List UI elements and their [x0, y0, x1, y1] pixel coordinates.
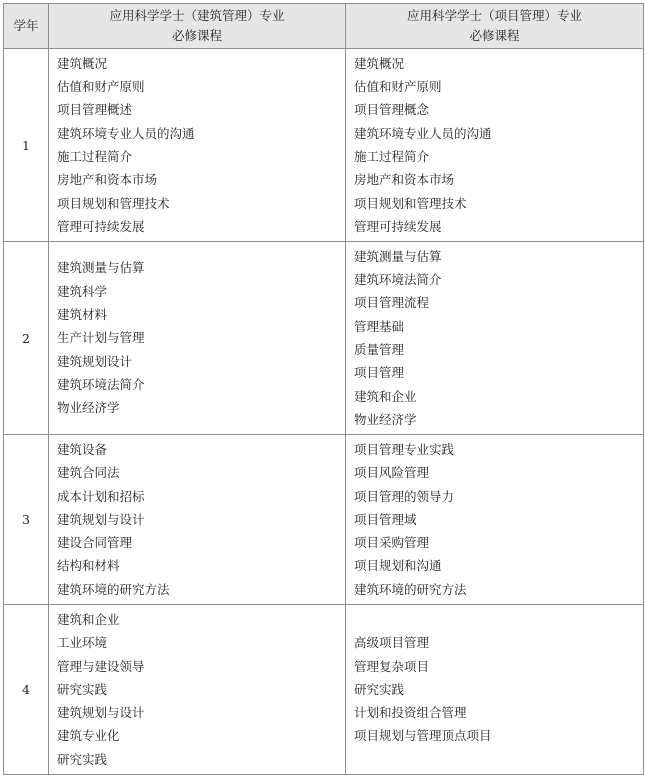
construction-courses-cell [49, 605, 346, 775]
course-item: 建筑设备 [57, 441, 108, 457]
course-item: 项目管理流程 [354, 295, 430, 311]
course-item: 管理可持续发展 [354, 218, 442, 234]
course-item: 项目规划和管理技术 [354, 195, 467, 211]
header-row [4, 4, 644, 49]
course-item: 项目规划和管理技术 [57, 195, 170, 211]
course-item: 研究实践 [354, 681, 405, 697]
course-item: 估值和财产原则 [57, 79, 145, 95]
course-item: 建筑规划设计 [57, 353, 133, 369]
course-item: 项目采购管理 [354, 535, 430, 551]
course-item: 房地产和资本市场 [57, 172, 158, 188]
course-item: 管理基础 [354, 318, 405, 334]
course-item: 建筑环境的研究方法 [57, 581, 170, 597]
year-cell: 2 [4, 242, 49, 435]
construction-courses-cell [49, 49, 346, 242]
year-row [4, 242, 644, 435]
course-item: 质量管理 [354, 342, 405, 357]
table-body [4, 49, 644, 775]
course-item: 建筑规划与设计 [57, 705, 145, 721]
course-item: 项目规划与管理顶点项目 [354, 728, 492, 744]
header-construction-management [49, 4, 346, 49]
course-item: 建筑测量与估算 [354, 248, 442, 264]
course-item: 项目管理概念 [354, 102, 430, 118]
course-item: 研究实践 [57, 751, 108, 767]
course-item: 建筑规划与设计 [57, 511, 145, 527]
course-item: 建筑专业化 [57, 728, 120, 744]
course-item: 管理复杂项目 [354, 658, 430, 674]
course-item: 建筑概况 [354, 55, 405, 71]
course-item: 项目管理 [354, 365, 405, 381]
course-item: 建设合同管理 [57, 535, 133, 551]
course-item: 房地产和资本市场 [354, 172, 455, 188]
course-item: 管理可持续发展 [57, 218, 145, 234]
course-item: 建筑环境的研究方法 [354, 581, 467, 597]
course-item: 项目管理域 [354, 511, 417, 527]
project-courses-cell [346, 49, 644, 242]
course-item: 建筑合同法 [57, 465, 120, 481]
project-courses-cell [346, 435, 644, 605]
year-row [4, 49, 644, 242]
course-item: 建筑环境专业人员的沟通 [57, 125, 195, 141]
course-table [3, 3, 644, 775]
course-item: 建筑和企业 [57, 611, 120, 627]
header-construction-title: 应用科学学士（建筑管理）专业 [109, 8, 285, 23]
course-item: 计划和投资组合管理 [354, 705, 467, 721]
course-item: 建筑和企业 [354, 388, 417, 404]
course-item: 项目管理专业实践 [354, 441, 455, 457]
course-item: 研究实践 [57, 681, 108, 697]
construction-courses-cell [49, 435, 346, 605]
construction-courses-cell [49, 242, 346, 435]
project-courses-cell [346, 605, 644, 775]
course-item: 施工过程简介 [57, 149, 133, 164]
header-project-management [346, 4, 644, 49]
year-cell: 3 [4, 435, 49, 605]
header-year: 学年 [4, 4, 49, 49]
year-row [4, 435, 644, 605]
year-row [4, 605, 644, 775]
course-item: 建筑科学 [57, 283, 108, 299]
header-construction-subtitle: 必修课程 [171, 28, 222, 43]
course-item: 建筑材料 [57, 307, 108, 323]
course-item: 项目规划和沟通 [354, 558, 442, 574]
course-item: 物业经济学 [354, 411, 417, 427]
year-cell: 4 [4, 605, 49, 775]
course-item: 工业环境 [57, 635, 108, 651]
course-item: 物业经济学 [57, 400, 120, 416]
course-item: 高级项目管理 [354, 635, 430, 651]
course-item: 估值和财产原则 [354, 79, 442, 95]
header-project-title: 应用科学学士（项目管理）专业 [406, 8, 582, 23]
project-courses-cell [346, 242, 644, 435]
course-item: 项目管理的领导力 [354, 488, 455, 504]
header-project-subtitle: 必修课程 [469, 28, 520, 43]
course-item: 施工过程简介 [354, 149, 430, 164]
course-item: 建筑环境专业人员的沟通 [354, 125, 492, 141]
course-item: 项目风险管理 [354, 465, 430, 481]
course-item: 管理与建设领导 [57, 658, 145, 674]
course-item: 建筑测量与估算 [57, 260, 145, 276]
course-item: 结构和材料 [57, 558, 120, 574]
course-item: 建筑环境法简介 [354, 272, 442, 288]
course-item: 成本计划和招标 [57, 488, 145, 504]
course-item: 建筑环境法简介 [57, 376, 145, 392]
course-item: 项目管理概述 [57, 102, 133, 118]
year-cell: 1 [4, 49, 49, 242]
course-item: 生产计划与管理 [57, 330, 145, 346]
course-item: 建筑概况 [57, 55, 108, 71]
